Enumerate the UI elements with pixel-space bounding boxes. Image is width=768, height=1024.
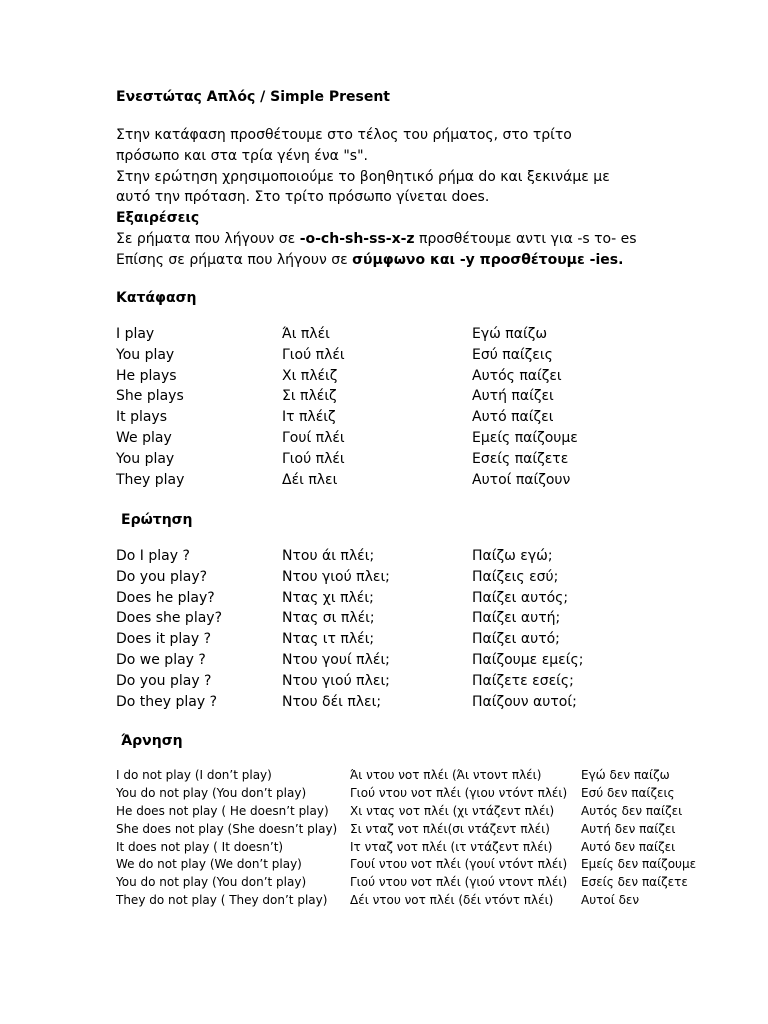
greek-cell: Εγώ δεν παίζω: [581, 768, 670, 782]
pronunciation-cell: Ντας ιτ πλέι;: [282, 631, 375, 648]
greek-cell: Παίζει αυτό;: [472, 631, 560, 648]
pronunciation-cell: Γουί πλέι: [282, 429, 345, 446]
english-cell: Does he play?: [116, 589, 215, 606]
intro-line: Στην ερώτηση χρησιμοποιούμε το βοηθητικό ρήμα do και ξεκινάμε με: [116, 168, 610, 185]
greek-cell: Παίζετε εσείς;: [472, 672, 574, 689]
greek-cell: Εμείς δεν παίζουμε: [581, 857, 697, 872]
pronunciation-cell: Γιού ντου νοτ πλέι (γιου ντόντ πλέι): [350, 785, 568, 800]
pronunciation-cell: Χι πλέιζ: [282, 367, 338, 384]
pronunciation-cell: Ντας σι πλέι;: [282, 610, 375, 627]
exception-text: προσθέτουμε αντι για -s το- es: [414, 230, 637, 247]
english-cell: They do not play ( They don’t play): [116, 893, 328, 908]
intro-line: πρόσωπο και στα τρία γένη ένα "s".: [116, 147, 368, 164]
negative-heading: Άρνηση: [121, 733, 183, 749]
english-cell: She does not play (She doesn’t play): [116, 821, 338, 836]
english-cell: He does not play ( He doesn’t play): [116, 803, 329, 818]
exception-text: Σε ρήματα που λήγουν σε: [116, 230, 300, 247]
english-cell: Do I play ?: [116, 548, 190, 564]
greek-cell: Εσύ δεν παίζεις: [581, 785, 675, 800]
english-cell: Do we play ?: [116, 651, 206, 668]
pronunciation-cell: Άι ντου νοτ πλέι (Άι ντοντ πλέι): [350, 768, 542, 782]
greek-cell: Παίζει αυτός;: [472, 589, 569, 606]
greek-cell: Αυτό δεν παίζει: [581, 839, 676, 854]
english-cell: Do they play ?: [116, 693, 218, 710]
english-cell: She plays: [116, 388, 184, 405]
greek-cell: Παίζει αυτή;: [472, 610, 561, 627]
english-cell: It does not play ( It doesn’t): [116, 839, 284, 854]
pronunciation-cell: Σι νταζ νοτ πλέι(σι ντάζεντ πλέι): [350, 821, 550, 836]
english-cell: You play: [116, 450, 175, 467]
pronunciation-cell: Ντου γιού πλει;: [282, 568, 390, 585]
greek-cell: Παίζουμε εμείς;: [472, 651, 584, 668]
greek-cell: Αυτό παίζει: [472, 409, 554, 426]
english-cell: I play: [116, 326, 155, 342]
greek-cell: Αυτός παίζει: [472, 367, 562, 384]
pronunciation-cell: Ιτ πλέιζ: [282, 409, 336, 426]
greek-cell: Παίζεις εσύ;: [472, 568, 559, 585]
english-cell: They play: [116, 471, 185, 488]
exception-text: Επίσης σε ρήματα που λήγουν σε: [116, 251, 353, 268]
english-cell: Do you play?: [116, 568, 208, 585]
pronunciation-cell: Γιού πλέι: [282, 346, 345, 363]
english-cell: He plays: [116, 367, 177, 384]
exception-rule: σύμφωνο και -y προσθέτουμε -ies.: [352, 251, 624, 268]
greek-cell: Εγώ παίζω: [472, 326, 548, 342]
pronunciation-cell: Ντου άι πλέι;: [282, 548, 375, 564]
affirmative-heading: Κατάφαση: [116, 290, 197, 306]
greek-cell: Εσείς δεν παίζετε: [581, 875, 688, 890]
pronunciation-cell: Γουί ντου νοτ πλέι (γουί ντόντ πλέι): [350, 857, 568, 872]
greek-cell: Αυτοί παίζουν: [472, 471, 571, 488]
exception-line-consonant-y: [116, 250, 676, 271]
pronunciation-cell: Χι ντας νοτ πλέι (χι ντάζεντ πλέι): [350, 803, 555, 818]
pronunciation-cell: Γιού πλέι: [282, 450, 345, 467]
exception-line-endings: [116, 229, 676, 250]
english-cell: You do not play (You don’t play): [116, 875, 307, 890]
greek-cell: Αυτή παίζει: [472, 388, 554, 405]
question-heading: Ερώτηση: [121, 512, 193, 528]
pronunciation-cell: Ντου γουί πλέι;: [282, 651, 390, 668]
english-cell: We play: [116, 429, 172, 446]
greek-cell: Αυτοί δεν: [581, 893, 640, 908]
greek-cell: Εσείς παίζετε: [472, 450, 569, 467]
pronunciation-cell: Ντου δέι πλει;: [282, 693, 382, 710]
pronunciation-cell: Ντας χι πλέι;: [282, 589, 374, 606]
pronunciation-cell: Ιτ νταζ νοτ πλέι (ιτ ντάζεντ πλέι): [350, 839, 553, 854]
page-title: Ενεστώτας Απλός / Simple Present: [116, 89, 390, 105]
english-cell: Do you play ?: [116, 672, 212, 689]
intro-paragraph: [116, 125, 676, 271]
pronunciation-cell: Δέι πλει: [282, 471, 338, 488]
english-cell: I do not play (I don’t play): [116, 768, 272, 782]
greek-cell: Παίζω εγώ;: [472, 548, 553, 564]
english-cell: You do not play (You don’t play): [116, 785, 307, 800]
english-cell: It plays: [116, 409, 168, 426]
english-cell: You play: [116, 346, 175, 363]
english-cell: Does she play?: [116, 610, 223, 627]
pronunciation-cell: Ντου γιού πλει;: [282, 672, 390, 689]
english-cell: We do not play (We don’t play): [116, 857, 302, 872]
greek-cell: Εσύ παίζεις: [472, 346, 553, 363]
pronunciation-cell: Άι πλέι: [282, 326, 330, 342]
intro-line: Στην κατάφαση προσθέτουμε στο τέλος του ρήματος, στο τρίτο: [116, 127, 572, 143]
greek-cell: Αυτός δεν παίζει: [581, 803, 683, 818]
exceptions-heading: Εξαιρέσεις: [116, 210, 200, 227]
pronunciation-cell: Δέι ντου νοτ πλέι (δέι ντόντ πλέι): [350, 893, 554, 908]
greek-cell: Παίζουν αυτοί;: [472, 693, 577, 710]
greek-cell: Αυτή δεν παίζει: [581, 821, 676, 836]
pronunciation-cell: Γιού ντου νοτ πλέι (γιού ντοντ πλέι): [350, 875, 568, 890]
greek-cell: Εμείς παίζουμε: [472, 429, 578, 446]
english-cell: Does it play ?: [116, 631, 212, 648]
exception-endings: -o-ch-sh-ss-x-z: [299, 230, 415, 247]
pronunciation-cell: Σι πλέιζ: [282, 388, 337, 405]
intro-line: αυτό την πρόταση. Στο τρίτο πρόσωπο γίνεται does.: [116, 189, 490, 206]
